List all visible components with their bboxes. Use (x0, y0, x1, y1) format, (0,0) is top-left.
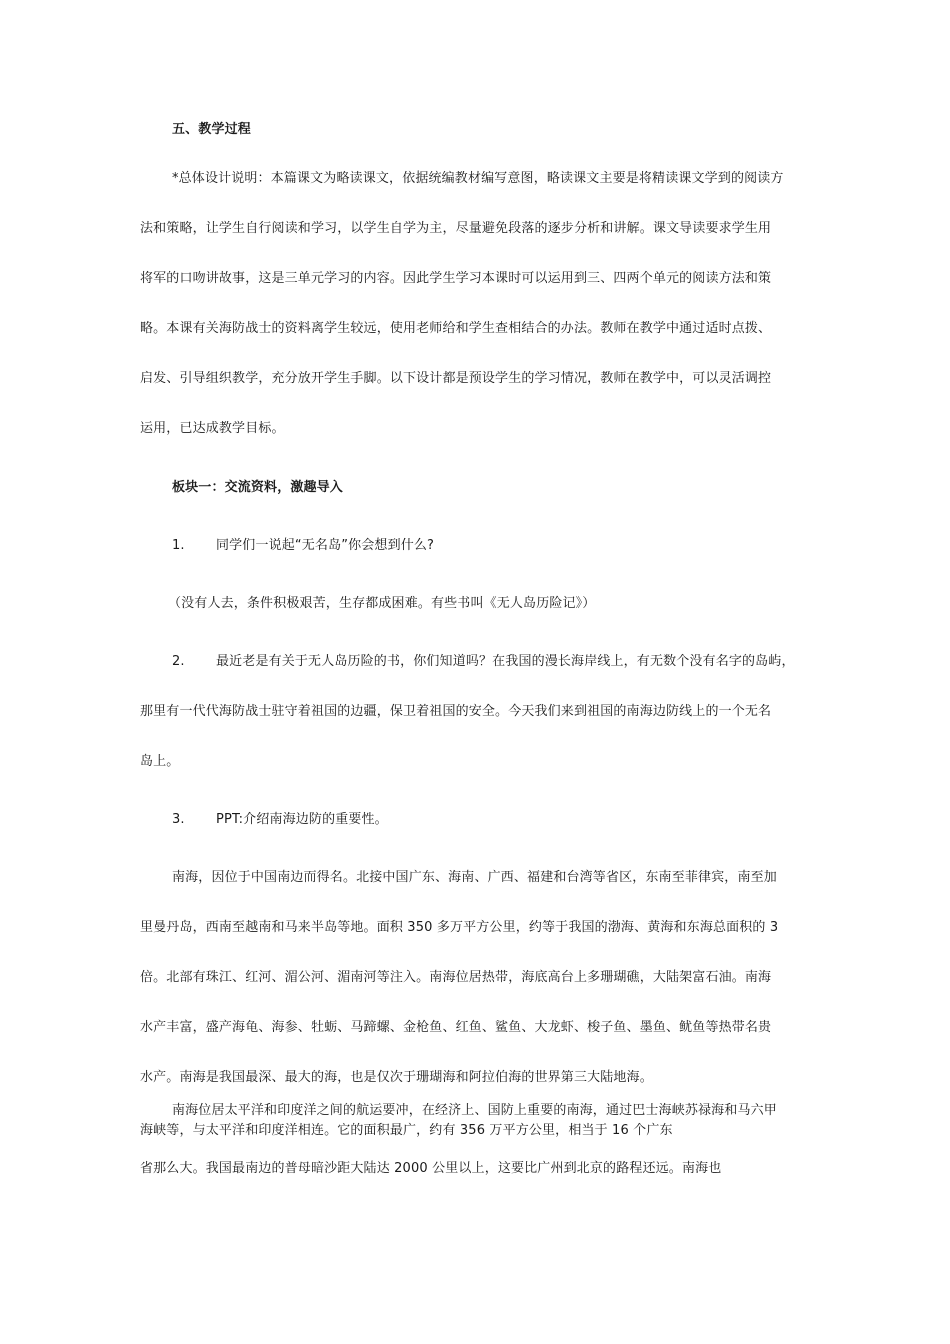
section-heading: 五、教学过程 (172, 122, 251, 137)
south-sea-line: 水产。南海是我国最深、最大的海，也是仅次于珊瑚海和阿拉伯海的世界第三大陆地海。 (140, 1070, 653, 1085)
intro-line: 运用，已达成教学目标。 (140, 421, 285, 436)
list-item-3 (172, 811, 388, 829)
route-line: 南海位居太平洋和印度洋之间的航运要冲，在经济上、国防上重要的南海，通过巴士海峡苏禄海和马六甲 (172, 1103, 777, 1118)
list-item-number: 2. (172, 654, 185, 669)
south-sea-line: 里曼丹岛，西南至越南和马来半岛等地。面积 350 多万平方公里，约等于我国的渤海、黄海和东海总面积的 3 (140, 920, 779, 935)
intro-line: *总体设计说明：本篇课文为略读课文，依据统编教材编写意图，略读课文主要是将精读课文学到的阅读方 (172, 171, 784, 186)
list-item-text: 最近老是有关于无人岛历险的书，你们知道吗？在我国的漫长海岸线上，有无数个没有名字的岛屿， (216, 654, 795, 669)
list-item-2 (172, 653, 795, 671)
route-line: 海峡等，与太平洋和印度洋相连。它的面积最广，约有 356 万平方公里，相当于 16 个广东 (140, 1123, 673, 1138)
south-sea-line: 南海，因位于中国南边而得名。北接中国广东、海南、广西、福建和台湾等省区，东南至菲律宾，南至加 (172, 870, 777, 885)
intro-line: 将军的口吻讲故事，这是三单元学习的内容。因此学生学习本课时可以运用到三、四两个单元的阅读方法和策 (140, 271, 772, 286)
intro-line: 略。本课有关海防战士的资料离学生较远，使用老师给和学生查相结合的办法。教师在教学中通过适时点拨、 (140, 321, 772, 336)
south-sea-line: 水产丰富，盛产海龟、海参、牡蛎、马蹄螺、金枪鱼、红鱼、鲨鱼、大龙虾、梭子鱼、墨鱼、鱿鱼等热带名贵 (140, 1020, 772, 1035)
route-line: 省那么大。我国最南边的普母暗沙距大陆达 2000 公里以上，这要比广州到北京的路程还远。南海也 (140, 1161, 722, 1176)
list-item-text: 同学们一说起“无名岛”你会想到什么? (216, 538, 435, 553)
list-item-1 (172, 537, 434, 555)
intro-line: 启发、引导组织教学，充分放开学生手脚。以下设计都是预设学生的学习情况，教师在教学中，可以灵活调控 (140, 371, 772, 386)
list-item-number: 3. (172, 812, 185, 827)
intro-line: 法和策略，让学生自行阅读和学习，以学生自学为主，尽量避免段落的逐步分析和讲解。课文导读要求学生用 (140, 221, 772, 236)
list-item-number: 1. (172, 538, 185, 553)
south-sea-line: 倍。北部有珠江、红河、湄公河、湄南河等注入。南海位居热带，海底高台上多珊瑚礁，大陆架富石油。南海 (140, 970, 772, 985)
list-item-2-continuation: 岛上。 (140, 754, 180, 769)
list-item-2-continuation: 那里有一代代海防战士驻守着祖国的边疆，保卫着祖国的安全。今天我们来到祖国的南海边防线上的一个无名 (140, 704, 772, 719)
item1-answer: （没有人去，条件积极艰苦，生存都成困难。有些书叫《无人岛历险记》） (168, 596, 596, 611)
block-heading: 板块一：交流资料，激趣导入 (172, 480, 343, 495)
list-item-text: PPT:介绍南海边防的重要性。 (216, 812, 388, 827)
